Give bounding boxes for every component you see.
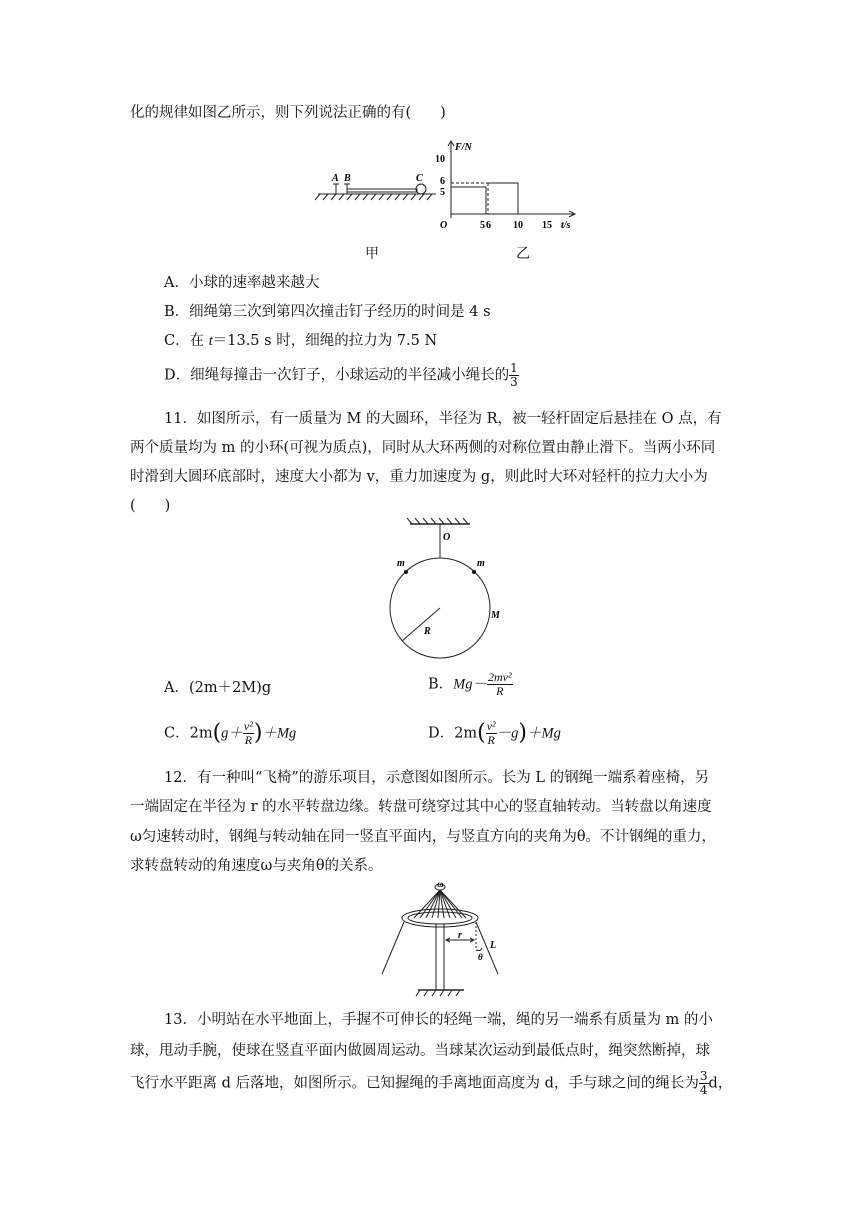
figure-flying-chair: [378, 878, 514, 998]
q10-option-c: C．在 t＝13.5 s 时，细绳的拉力为 7.5 N: [164, 333, 438, 349]
xtick-6: 6: [486, 220, 491, 230]
q10-option-a: A．小球的速率越来越大: [164, 275, 320, 291]
q12-line-4: 求转盘转动的角速度ω与夹角θ的关系。: [130, 858, 383, 874]
label-L: L: [490, 940, 497, 951]
q12-line-2: 一端固定在半径为 r 的水平转盘边缘。转盘可绕穿过其中心的竖直轴转动。当转盘以角速度: [130, 799, 712, 815]
label-theta: θ: [478, 952, 483, 962]
q13-line-1: 13．小明站在水平地面上，手握不可伸长的轻绳一端，绳的另一端系有质量为 m 的小: [164, 1012, 713, 1028]
xtick-5: 5: [480, 220, 485, 230]
label-R: R: [424, 626, 431, 637]
q10-option-d: D．细绳每撞击一次钉子，小球运动的半径减小绳长的 $\frac{1}{3}$: [164, 361, 518, 389]
intro-line: 化的规律如图乙所示，则下列说法正确的有( ): [130, 105, 446, 121]
xtick-15: 15: [542, 220, 552, 230]
label-r: r: [458, 930, 462, 941]
ytick-10: 10: [435, 154, 445, 165]
origin-label: O: [440, 220, 448, 230]
label-m-right: m: [477, 558, 485, 569]
q13-line-3: 飞行水平距离 d 后落地，如图所示。已知握绳的手离地面高度为 d，手与球之间的绳长为 $\frac{3}{4}$ d，: [130, 1069, 733, 1097]
xtick-10: 10: [513, 220, 523, 230]
q11-line-3: 时滑到大圆环底部时，速度大小都为 v，重力加速度为 g，则此时大环对轻杆的拉力大小为: [130, 469, 708, 485]
label-omega: ω: [437, 879, 444, 889]
label-O: O: [443, 532, 451, 543]
label-A: A: [332, 173, 339, 184]
q11-option-d: D．2m( $\frac{\text{v²}}{R}$ －g)＋Mg: [428, 719, 561, 747]
ytick-5: 5: [440, 187, 445, 198]
axis-x-label: t/s: [561, 220, 571, 230]
q11-line-4: ( ): [130, 498, 171, 514]
figure-yi: [428, 138, 584, 230]
label-C: C: [416, 173, 423, 184]
q11-option-c: C．2m(g＋ $\frac{\text{v²}}{R}$ )＋Mg: [164, 719, 297, 747]
q12-line-1: 12．有一种叫“飞椅”的游乐项目，示意图如图所示。长为 L 的钢绳一端系着座椅，另: [164, 770, 710, 786]
q11-line-2: 两个质量均为 m 的小环(可视为质点)，同时从大环两侧的对称位置由静止滑下。当两小环同: [130, 440, 716, 456]
label-m-left: m: [397, 558, 405, 569]
q13-line-2: 球，甩动手腕，使球在竖直平面内做圆周运动。当球某次运动到最低点时，绳突然断掉，球: [130, 1043, 710, 1059]
label-B: B: [344, 173, 351, 184]
axis-y-label: F/N: [455, 142, 472, 153]
figure-jia: [312, 164, 440, 208]
caption-yi: 乙: [516, 246, 530, 262]
q11-option-a: A．(2m＋2M)g: [164, 680, 272, 696]
q12-line-3: ω匀速转动时，钢绳与转动轴在同一竖直平面内，与竖直方向的夹角为θ。不计钢绳的重力，: [130, 829, 717, 845]
q10-option-b: B．细绳第三次到第四次撞击钉子经历的时间是 4 s: [164, 304, 491, 320]
label-M: M: [491, 610, 500, 621]
ground-hatch: [315, 194, 432, 200]
ytick-6: 6: [440, 176, 445, 187]
q11-option-b: B．Mg－ $\frac{\text{2mv²}}{R}$: [428, 670, 512, 698]
q11-line-1: 11．如图所示，有一质量为 M 的大圆环，半径为 R，被一轻杆固定后悬挂在 O 点，有: [164, 411, 722, 427]
figure-ring: [380, 516, 510, 666]
caption-jia: 甲: [365, 246, 379, 262]
